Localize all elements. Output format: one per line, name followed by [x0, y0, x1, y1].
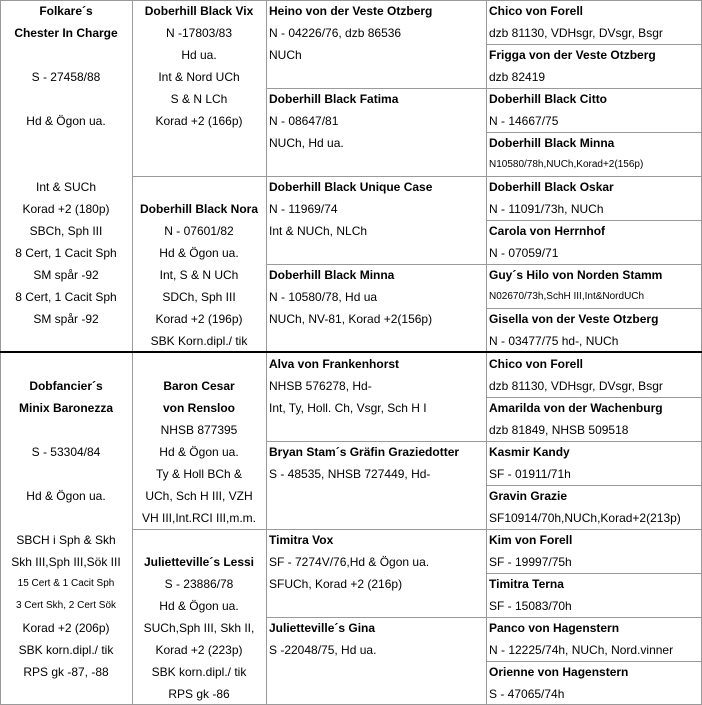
pedigree-line: NHSB 877395: [160, 423, 238, 437]
pedigree-line: 3 Cert Skh, 2 Cert Sök: [15, 600, 117, 611]
pedigree-line: Int, Ty, Holl. Ch, Vsgr, Sch H I: [269, 401, 427, 415]
great-grandparent-cell: [266, 88, 486, 176]
pedigree-line: Int, S & N UCh: [159, 268, 239, 282]
row-divider: [486, 220, 702, 221]
pedigree-line: Kasmir Kandy: [489, 445, 570, 459]
pedigree-line: SF - 01911/71h: [489, 467, 571, 481]
row-divider: [486, 308, 702, 309]
parent-cell: [0, 0, 132, 352]
pedigree-line: SBK Korn.dipl./ tik: [150, 334, 248, 348]
pedigree-line: [0, 419, 132, 441]
pedigree-line: Doberhill Black Unique Case: [269, 180, 433, 194]
pedigree-line: SBK korn.dipl./ tik: [18, 643, 114, 657]
great-grandparent-cell: [266, 617, 486, 705]
row-divider: [486, 573, 702, 574]
great-great-grandparent-cell: [486, 220, 702, 264]
pedigree-line: N - 08647/81: [269, 114, 339, 128]
pedigree-line: Panco von Hagenstern: [489, 621, 620, 635]
pedigree-line: [0, 132, 132, 154]
great-great-grandparent-cell: [486, 617, 702, 661]
pedigree-line: Carola von Herrnhof: [489, 224, 606, 238]
grandparent-cell: [132, 176, 266, 352]
great-great-grandparent-cell: [486, 529, 702, 573]
pedigree-line: N - 07059/71: [489, 246, 559, 260]
pedigree-line: SF10914/70h,NUCh,Korad+2(213p): [489, 511, 681, 525]
pedigree-line: Alva von Frankenhorst: [269, 357, 400, 371]
pedigree-line: [0, 88, 132, 110]
pedigree-line: S - 23886/78: [164, 577, 234, 591]
great-grandparent-cell: [266, 353, 486, 441]
great-great-grandparent-cell: [486, 485, 702, 529]
pedigree-line: Doberhill Black Oskar: [489, 180, 614, 194]
pedigree-line: Frigga von der Veste Otzberg: [489, 48, 656, 62]
pedigree-line: RPS gk -87, -88: [23, 665, 109, 679]
pedigree-line: Julietteville´s Lessi: [143, 555, 255, 569]
great-great-grandparent-cell: [486, 308, 702, 352]
pedigree-line: Chester In Charge: [14, 26, 118, 40]
pedigree-line: Julietteville´s Gina: [269, 621, 376, 635]
row-divider: [266, 441, 702, 442]
row-divider: [132, 529, 702, 530]
pedigree-line: N02670/73h,SchH III,Int&NordUCh: [489, 291, 645, 302]
pedigree-line: Gravin Grazie: [489, 489, 568, 503]
pedigree-line: Gisella von der Veste Otzberg: [489, 312, 659, 326]
pedigree-line: Kim von Forell: [489, 533, 573, 547]
great-great-grandparent-cell: [486, 0, 702, 44]
pedigree-line: SM spår -92: [33, 312, 99, 326]
pedigree-line: NHSB 576278, Hd-: [269, 379, 372, 393]
pedigree-line: Chico von Forell: [489, 357, 584, 371]
great-great-grandparent-cell: [486, 661, 702, 705]
great-great-grandparent-cell: [486, 397, 702, 441]
great-great-grandparent-cell: [486, 176, 702, 220]
pedigree-line: UCh, Sch H III, VZH: [145, 489, 253, 503]
pedigree-line: N - 12225/74h, NUCh, Nord.vinner: [489, 643, 674, 657]
great-great-grandparent-cell: [486, 441, 702, 485]
pedigree-line: von Rensloo: [162, 401, 235, 415]
row-divider: [486, 44, 702, 45]
pedigree-line: Korad +2 (166p): [155, 114, 243, 128]
pedigree-line: Dobfancier´s: [29, 379, 103, 393]
pedigree-line: NUCh: [269, 48, 302, 62]
pedigree-line: N - 14667/75: [489, 114, 559, 128]
pedigree-line: Doberhill Black Minna: [269, 268, 395, 282]
pedigree-line: SM spår -92: [33, 268, 99, 282]
pedigree-line: N - 10580/78, Hd ua: [269, 290, 378, 304]
pedigree-line: Int & SUCh: [35, 180, 97, 194]
pedigree-line: [0, 353, 132, 375]
row-divider: [486, 661, 702, 662]
row-divider: [132, 176, 702, 177]
pedigree-line: [0, 44, 132, 66]
pedigree-line: Timitra Vox: [269, 533, 334, 547]
pedigree-line: SDCh, Sph III: [162, 290, 236, 304]
row-divider: [266, 88, 702, 89]
pedigree-line: dzb 81130, VDHsgr, DVsgr, Bsgr: [489, 379, 663, 393]
row-divider: [266, 264, 702, 265]
pedigree-line: N10580/78h,NUCh,Korad+2(156p): [489, 159, 644, 170]
pedigree-line: NUCh, Hd ua.: [269, 136, 344, 150]
pedigree-line: Korad +2 (196p): [155, 312, 243, 326]
pedigree-line: S - 47065/74h: [489, 687, 565, 701]
pedigree-line: [0, 154, 132, 176]
pedigree-line: Hd & Ögon ua.: [159, 445, 239, 459]
pedigree-line: SBCH i Sph & Skh: [16, 533, 116, 547]
pedigree-line: S - 48535, NHSB 727449, Hd-: [269, 467, 431, 481]
pedigree-line: Hd ua.: [181, 48, 217, 62]
pedigree-line: NUCh, NV-81, Korad +2(156p): [269, 312, 433, 326]
pedigree-line: SUCh,Sph III, Skh II,: [143, 621, 255, 635]
pedigree-line: [0, 463, 132, 485]
pedigree-line: Korad +2 (180p): [22, 202, 110, 216]
great-grandparent-cell: [266, 529, 486, 617]
pedigree-line: N - 03477/75 hd-, NUCh: [489, 334, 619, 348]
pedigree-line: Heino von der Veste Otzberg: [269, 4, 433, 18]
pedigree-line: N - 11969/74: [269, 202, 338, 216]
pedigree-line: 8 Cert, 1 Cacit Sph: [15, 246, 117, 260]
great-great-grandparent-cell: [486, 264, 702, 308]
great-grandparent-cell: [266, 441, 486, 529]
row-divider: [486, 485, 702, 486]
pedigree-line: Amarilda von der Wachenburg: [489, 401, 663, 415]
row-divider: [0, 0, 702, 1]
great-great-grandparent-cell: [486, 353, 702, 397]
pedigree-line: N - 04226/76, dzb 86536: [269, 26, 402, 40]
pedigree-line: SBK korn.dipl./ tik: [151, 665, 247, 679]
pedigree-line: Ty & Holl BCh &: [155, 467, 243, 481]
grandparent-cell: [132, 353, 266, 529]
pedigree-line: SF - 19997/75h: [489, 555, 572, 569]
pedigree-line: [132, 353, 266, 375]
pedigree-line: [0, 507, 132, 529]
pedigree-line: Chico von Forell: [489, 4, 584, 18]
great-great-grandparent-cell: [486, 132, 702, 176]
pedigree-line: Doberhill Black Minna: [489, 136, 615, 150]
pedigree-line: SF - 7274V/76,Hd & Ögon ua.: [269, 555, 430, 569]
pedigree-line: SBCh, Sph III: [29, 224, 103, 238]
pedigree-line: S & N LCh: [170, 92, 228, 106]
great-grandparent-cell: [266, 176, 486, 264]
row-divider: [266, 617, 702, 618]
pedigree-line: SF - 15083/70h: [489, 599, 572, 613]
pedigree-line: Skh III,Sph III,Sök III: [11, 555, 121, 569]
pedigree-line: Hd & Ögon ua.: [26, 489, 106, 503]
pedigree-line: S -22048/75, Hd ua.: [269, 643, 377, 657]
pedigree-line: Korad +2 (223p): [155, 643, 243, 657]
pedigree-line: RPS gk -86: [168, 687, 230, 701]
pedigree-line: S - 27458/88: [31, 70, 101, 84]
pedigree-line: S - 53304/84: [31, 445, 101, 459]
great-grandparent-cell: [266, 264, 486, 352]
pedigree-line: Orienne von Hagenstern: [489, 665, 629, 679]
grandparent-cell: [132, 529, 266, 705]
pedigree-line: Hd & Ögon ua.: [26, 114, 106, 128]
grandparent-cell: [132, 0, 266, 176]
pedigree-line: Doberhill Black Vix: [144, 4, 254, 18]
pedigree-line: Baron Cesar: [163, 379, 235, 393]
pedigree-line: dzb 82419: [489, 70, 546, 84]
pedigree-line: N - 07601/82: [164, 224, 234, 238]
row-divider: [486, 397, 702, 398]
pedigree-line: SFUCh, Korad +2 (216p): [269, 577, 403, 591]
pedigree-line: 15 Cert & 1 Cacit Sph: [17, 578, 115, 589]
pedigree-line: 8 Cert, 1 Cacit Sph: [15, 290, 117, 304]
pedigree-line: Korad +2 (206p): [22, 621, 110, 635]
pedigree-line: Bryan Stam´s Gräfin Graziedotter: [269, 445, 460, 459]
pedigree-line: N - 11091/73h, NUCh: [489, 202, 604, 216]
great-great-grandparent-cell: [486, 88, 702, 132]
pedigree-line: Doberhill Black Nora: [139, 202, 259, 216]
pedigree-line: Int & Nord UCh: [158, 70, 240, 84]
parent-cell: [0, 353, 132, 705]
pedigree-line: Guy´s Hilo von Norden Stamm: [489, 268, 663, 282]
pedigree-line: Hd & Ögon ua.: [159, 599, 239, 613]
great-great-grandparent-cell: [486, 44, 702, 88]
pedigree-line: Doberhill Black Citto: [489, 92, 608, 106]
great-great-grandparent-cell: [486, 573, 702, 617]
row-divider: [486, 132, 702, 133]
pedigree-line: VH III,Int.RCI III,m.m.: [141, 511, 256, 525]
pedigree-line: Hd & Ögon ua.: [159, 246, 239, 260]
pedigree-line: dzb 81130, VDHsgr, DVsgr, Bsgr: [489, 26, 663, 40]
pedigree-line: Int & NUCh, NLCh: [269, 224, 368, 238]
half-separator: [0, 351, 702, 353]
pedigree-line: Minix Baronezza: [18, 401, 114, 415]
pedigree-line: Doberhill Black Fatima: [269, 92, 399, 106]
pedigree-line: Folkare´s: [39, 4, 93, 18]
pedigree-line: N -17803/83: [165, 26, 233, 40]
great-grandparent-cell: [266, 0, 486, 88]
pedigree-line: Timitra Terna: [489, 577, 564, 591]
pedigree-line: dzb 81849, NHSB 509518: [489, 423, 629, 437]
